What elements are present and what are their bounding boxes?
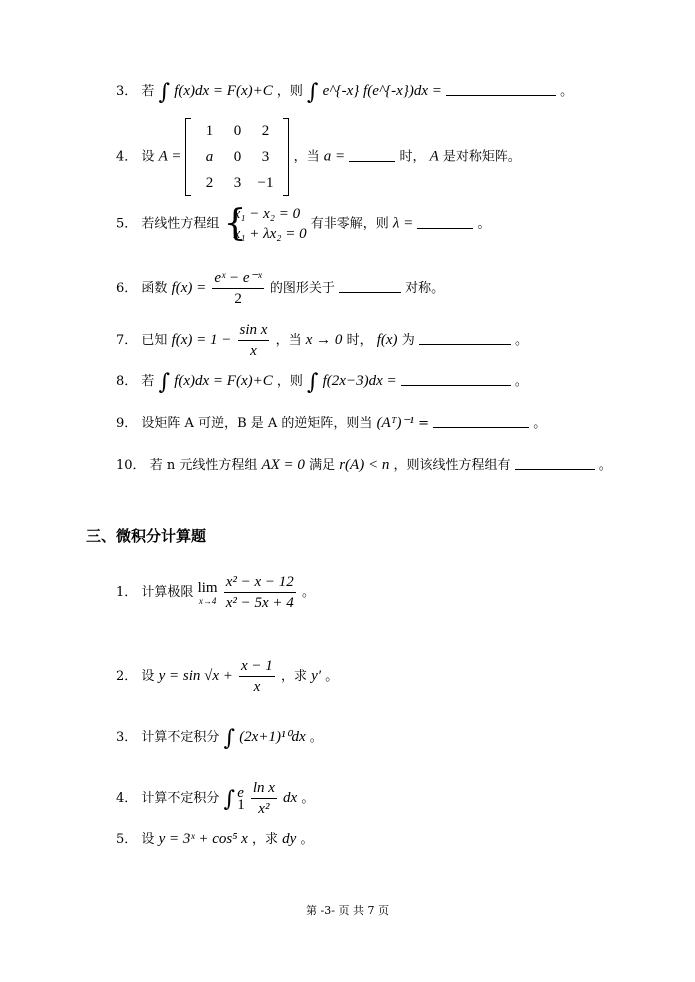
- question-10: [116, 456, 612, 475]
- math-expression: r(A) < n: [339, 457, 390, 473]
- integral-sign: ∫: [223, 726, 236, 751]
- question-text: 满足: [309, 458, 336, 473]
- calc-question-5: [116, 830, 313, 849]
- question-number: 1．: [116, 585, 138, 600]
- math-expression: x → 0: [305, 332, 343, 348]
- punctuation: 。: [309, 730, 323, 745]
- question-number: 3．: [116, 730, 138, 745]
- math-expression: y = 3ˣ + cos⁵ x: [158, 831, 248, 847]
- question-6: [116, 268, 444, 309]
- question-text: 若: [141, 84, 155, 99]
- question-text: 设: [141, 832, 155, 847]
- question-3: [116, 80, 574, 105]
- question-number: 7．: [116, 333, 138, 348]
- question-text: 计算不定积分: [141, 791, 220, 806]
- page-footer: 第 -3- 页 共 7 页: [306, 904, 389, 917]
- question-text: 设: [141, 149, 155, 165]
- question-number: 4．: [116, 791, 138, 806]
- question-text: ，则: [276, 374, 303, 389]
- math-expression: dx: [283, 790, 298, 806]
- question-text: 设: [141, 669, 155, 684]
- question-text: 的图形关于: [269, 281, 335, 296]
- question-7: [116, 320, 528, 361]
- math-expression: A =: [158, 148, 182, 165]
- math-expression: AX = 0: [261, 457, 305, 473]
- question-text: 计算不定积分: [141, 730, 220, 745]
- question-text: 时，: [399, 149, 426, 165]
- question-number: 5．: [116, 216, 138, 232]
- fraction: $\frac{\text{eˣ − e⁻ˣ}}{2}$: [214, 270, 262, 307]
- integral-sign: ∫: [307, 80, 319, 105]
- question-number: 9．: [116, 416, 138, 431]
- question-4: [116, 118, 521, 196]
- math-expression: y = sin √x +: [158, 668, 233, 684]
- question-5: [116, 204, 491, 244]
- integral-sign: ∫: [158, 80, 171, 105]
- question-number: 8．: [116, 374, 138, 389]
- question-text: 函数: [141, 281, 168, 296]
- section-heading: 三、微积分计算题: [86, 527, 207, 545]
- question-text: 设矩阵 A 可逆，B 是 A 的逆矩阵，则当: [141, 416, 373, 431]
- question-text: ，则该线性方程组有: [393, 458, 511, 473]
- punctuation: 。: [325, 669, 339, 684]
- punctuation: 。: [301, 791, 315, 806]
- question-number: 2．: [116, 669, 138, 684]
- fraction: $\frac{\text{sin x}}{x}$: [239, 322, 268, 359]
- punctuation: 。: [514, 374, 528, 389]
- question-text: 为: [401, 333, 415, 348]
- question-number: 6．: [116, 281, 138, 296]
- math-expression: (2x+1)¹⁰dx: [239, 729, 306, 745]
- answer-blank: [339, 280, 401, 293]
- question-text: ，求: [280, 669, 307, 684]
- answer-blank: [419, 332, 511, 345]
- question-text: =: [418, 416, 429, 431]
- question-text: 有非零解，则: [310, 216, 389, 232]
- math-expression: dy: [282, 831, 297, 847]
- question-text: 若线性方程组: [141, 216, 220, 232]
- math-expression: f(x): [376, 332, 398, 348]
- math-expression: f(x) = 1 −: [171, 332, 232, 348]
- punctuation: 。: [477, 216, 491, 232]
- equation-row: x₁ + λx₂ = 0: [233, 226, 307, 242]
- math-expression: f(2x−3)dx =: [322, 373, 397, 389]
- math-expression: e^{-x} f(e^{-x})dx =: [322, 83, 442, 99]
- fraction: $\frac{\text{x² − x − 12}}{\text{x² − 5x + 4}}$: [225, 574, 294, 611]
- math-expression: a =: [323, 148, 346, 165]
- math-expression: (Aᵀ)⁻¹: [376, 415, 414, 431]
- punctuation: 。: [533, 416, 547, 431]
- question-number: 10．: [116, 458, 146, 473]
- question-9: [116, 414, 546, 433]
- question-8: [116, 370, 528, 395]
- answer-blank: [417, 216, 473, 229]
- question-text: 已知: [141, 333, 168, 348]
- equation-row: x₁ − x₂ = 0: [233, 206, 301, 222]
- math-expression: f(x)dx = F(x)+C: [174, 83, 273, 99]
- answer-blank: [401, 373, 511, 386]
- question-text: 若 n 元线性方程组: [149, 458, 258, 473]
- calc-question-3: [116, 726, 323, 751]
- integral-sign: ∫: [223, 787, 236, 812]
- matrix: 1 0 2 a 0 3 2 3 −1: [185, 118, 289, 196]
- question-number: 4．: [116, 149, 138, 165]
- question-text: 对称。: [405, 281, 445, 296]
- question-number: 5．: [116, 832, 138, 847]
- question-text: ，当: [275, 333, 302, 348]
- question-text: 计算极限: [141, 585, 194, 600]
- punctuation: 。: [514, 333, 528, 348]
- limit-operator: lim x→4: [197, 579, 218, 606]
- integral-sign: ∫: [307, 370, 319, 395]
- question-text: ，当: [293, 149, 320, 165]
- question-text: 时，: [346, 333, 373, 348]
- equation-system: { x₁ − x₂ = 0 x₁ + λx₂ = 0: [223, 203, 307, 244]
- punctuation: 。: [300, 832, 314, 847]
- question-text: 若: [141, 374, 155, 389]
- question-text: ，求: [251, 832, 278, 847]
- fraction: $\frac{x - 1}{x}$: [241, 658, 273, 695]
- calc-question-4: [116, 778, 314, 819]
- integral-limits: e 1: [237, 784, 245, 813]
- math-expression: y′: [311, 668, 322, 684]
- punctuation: 。: [560, 84, 574, 99]
- answer-blank: [446, 83, 556, 96]
- answer-blank: [349, 149, 395, 162]
- math-expression: f(x) =: [171, 280, 207, 296]
- calc-question-1: [116, 572, 315, 613]
- calc-question-2: [116, 656, 338, 697]
- question-text: ，则: [276, 84, 303, 99]
- punctuation: 。: [598, 458, 612, 473]
- question-text: 是对称矩阵。: [442, 149, 521, 165]
- math-expression: f(x)dx = F(x)+C: [174, 373, 273, 389]
- math-expression: A: [429, 148, 439, 165]
- integral-sign: ∫: [158, 370, 171, 395]
- answer-blank: [433, 415, 529, 428]
- punctuation: 。: [301, 585, 315, 600]
- answer-blank: [515, 457, 595, 470]
- fraction: $\frac{\text{ln x}}{\text{x²}}$: [252, 780, 275, 817]
- question-number: 3．: [116, 84, 138, 99]
- math-expression: λ =: [392, 215, 414, 232]
